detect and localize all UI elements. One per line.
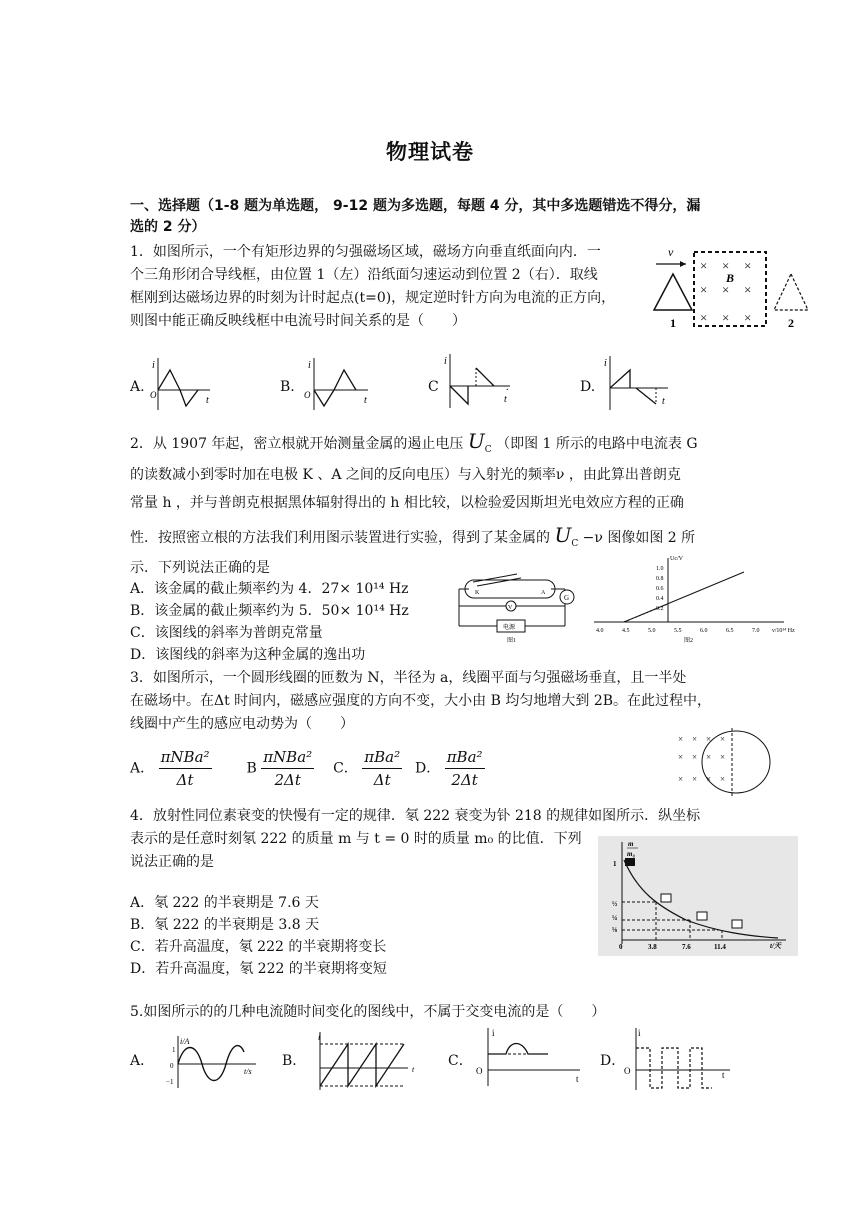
svg-text:0: 0 (619, 943, 623, 951)
pulse-curve (488, 1044, 548, 1055)
svg-text:4.0: 4.0 (596, 628, 604, 634)
q2-uc-frequency-chart (588, 552, 810, 644)
q1-option-d-label: D. (580, 379, 596, 395)
q5-option-d-graph (622, 1026, 738, 1092)
svg-text:6.0: 6.0 (700, 628, 708, 634)
svg-text:t/s: t/s (244, 1067, 252, 1076)
svg-text:t/天: t/天 (770, 942, 781, 950)
svg-text:×: × (722, 282, 730, 297)
svg-text:.: . (506, 382, 509, 393)
svg-text:A: A (541, 590, 546, 596)
q1-option-b-graph (302, 356, 374, 412)
question-1-stem (130, 241, 650, 333)
square-wave-curve (636, 1048, 712, 1088)
svg-text:×: × (678, 774, 684, 784)
section-heading (130, 196, 700, 238)
q3-option-c-fraction: $\frac{\text{πBa²}}{\Delta t}$ (364, 748, 401, 789)
svg-text:⅛: ⅛ (612, 926, 618, 934)
question-2-line-2: 的读数减小到零时加在电极 K 、A 之间的反向电压）与入射光的频率ν ，由此算出普朗克 (130, 467, 681, 483)
svg-text:图1: 图1 (507, 638, 517, 644)
question-line: 说法正确的是 (130, 854, 214, 870)
svg-text:5.0: 5.0 (648, 628, 656, 634)
svg-text:×: × (692, 734, 698, 744)
q2-options (130, 578, 430, 666)
q2-option-a: A．该金属的截止频率约为 4．27× 10¹⁴ Hz (130, 581, 409, 597)
q3-option-c-label: C． (333, 760, 358, 777)
sine-curve (178, 1046, 244, 1081)
q2-option-c: C．该图线的斜率为普朗克常量 (130, 625, 323, 641)
q5-option-d-label: D． (600, 1053, 626, 1069)
svg-text:i: i (492, 1028, 495, 1038)
position-2-label: 2 (788, 316, 794, 330)
uc-symbol: U (467, 429, 485, 453)
q3-option-d-fraction: $\frac{\text{πBa²}}{2\Delta t}$ (446, 748, 483, 789)
svg-text:i: i (152, 360, 155, 371)
svg-text:i: i (604, 358, 607, 369)
q3-option-d-label: D． (415, 760, 441, 777)
svg-text:0.8: 0.8 (656, 576, 664, 582)
svg-text:6.5: 6.5 (726, 628, 734, 634)
q5-option-a-label: A． (130, 1053, 155, 1069)
field-label: B (726, 271, 735, 285)
svg-text:i: i (308, 360, 311, 371)
svg-text:−1: −1 (166, 1078, 174, 1086)
svg-text:O: O (624, 1066, 631, 1076)
svg-text:电源: 电源 (503, 625, 516, 631)
svg-text:×: × (720, 774, 726, 784)
q5-option-b-graph (304, 1030, 428, 1092)
position-1-label: 1 (670, 316, 676, 330)
svg-text:O: O (150, 390, 157, 400)
svg-text:3.8: 3.8 (648, 943, 657, 951)
svg-text:×: × (706, 734, 712, 744)
svg-text:5.5: 5.5 (674, 628, 682, 634)
q1-option-b-label: B. (280, 379, 295, 395)
svg-text:m₀: m₀ (627, 850, 635, 858)
svg-text:t: t (662, 396, 665, 407)
svg-text:图2: 图2 (684, 638, 694, 644)
svg-text:½: ½ (612, 900, 618, 908)
svg-text:ν/10¹⁴ Hz: ν/10¹⁴ Hz (772, 628, 795, 634)
svg-text:×: × (744, 282, 752, 297)
q4-option-c: C．若升高温度，氡 222 的半衰期将变长 (130, 939, 387, 955)
q4-option-d: D．若升高温度，氡 222 的半衰期将变短 (130, 961, 387, 977)
svg-text:×: × (706, 774, 712, 784)
question-2-line-5: 示．下列说法正确的是 (130, 560, 270, 576)
svg-text:t: t (722, 1070, 725, 1080)
q1-option-d-graph (600, 354, 672, 412)
svg-text:0.4: 0.4 (656, 596, 664, 602)
svg-text:t: t (364, 395, 367, 406)
svg-text:×: × (700, 310, 708, 325)
svg-text:0.6: 0.6 (656, 586, 664, 592)
q3-option-b-label: B (246, 760, 257, 777)
question-line: 表示的是任意时刻氡 222 的质量 m 与 t = 0 时的质量 m₀ 的比值．下列 (130, 831, 582, 847)
x-ticks (596, 628, 760, 634)
question-2-line-4: 性．按照密立根的方法我们利用图示装置进行实验，得到了某金属的 $U_C -\nu$ 图像如图 2 所 (130, 523, 696, 549)
svg-text:×: × (678, 734, 684, 744)
svg-text:0.2: 0.2 (656, 606, 664, 612)
q4-options (130, 892, 387, 980)
svg-text:7.6: 7.6 (682, 943, 691, 951)
svg-text:×: × (700, 282, 708, 297)
q3-option-a-fraction: $\frac{\text{πNBa²}}{\Delta t}$ (160, 748, 210, 789)
svg-text:×: × (700, 258, 708, 273)
svg-text:O: O (304, 390, 311, 400)
q3-option-a-label: A． (130, 760, 155, 777)
question-line: 在磁场中。在Δt 时间内，磁感应强度的方向不变，大小由 B 均匀地增大到 2B。在此过程中， (130, 693, 712, 709)
svg-text:i: i (638, 1028, 641, 1038)
q5-option-c-label: C． (448, 1053, 473, 1069)
svg-text:Uc/V: Uc/V (670, 556, 683, 562)
svg-text:11.4: 11.4 (714, 943, 726, 951)
svg-text:t: t (412, 1065, 415, 1074)
svg-text:7.0: 7.0 (752, 628, 760, 634)
svg-text:1.0: 1.0 (656, 566, 664, 572)
triangle-position-1 (654, 274, 692, 310)
svg-text:×: × (744, 310, 752, 325)
sawtooth-curve (320, 1044, 404, 1086)
svg-text:i/A: i/A (180, 1037, 190, 1046)
svg-text:t: t (504, 394, 507, 405)
q3-option-b-fraction: $\frac{\text{πNBa²}}{2\Delta t}$ (263, 748, 313, 789)
q4-decay-chart (598, 836, 798, 956)
q2-option-b: B．该金属的截止频率约为 5．50× 10¹⁴ Hz (130, 603, 409, 619)
svg-text:m: m (628, 840, 634, 848)
svg-text:×: × (706, 752, 712, 762)
section-heading-line: 选的 2 分） (130, 219, 206, 235)
velocity-label: v (668, 245, 674, 259)
svg-text:×: × (678, 752, 684, 762)
uc-line (624, 572, 744, 622)
velocity-arrow-head (680, 261, 686, 267)
sample-box-1 (625, 858, 635, 866)
svg-text:t: t (576, 1074, 579, 1084)
q2-option-d: D．该图线的斜率为这种金属的逸出功 (130, 647, 366, 663)
svg-text:×: × (692, 774, 698, 784)
svg-text:×: × (720, 752, 726, 762)
sample-box-3 (697, 912, 707, 920)
question-line: 线圈中产生的感应电动势为（ ） (130, 716, 354, 732)
q5-option-a-graph (158, 1034, 266, 1090)
question-line: 1．如图所示，一个有矩形边界的匀强磁场区域，磁场方向垂直纸面向内．一 (130, 244, 601, 260)
svg-text:×: × (722, 258, 730, 273)
svg-text:G: G (564, 594, 570, 602)
q1-option-a-label: A. (130, 379, 145, 395)
question-2-line-1: 2．从 1907 年起，密立根就开始测量金属的遏止电压 $U_C$ （即图 1 所示的电路中电流表 G (130, 429, 698, 455)
q1-option-c-graph (438, 352, 514, 410)
y-ticks (656, 566, 664, 612)
q5-option-b-label: B． (282, 1053, 307, 1069)
svg-text:1: 1 (172, 1046, 176, 1054)
question-3-stem (130, 667, 740, 736)
q1-option-c-label: C (428, 379, 439, 395)
question-line: 个三角形闭合导线框，由位置 1（左）沿纸面匀速运动到位置 2（右）．取线 (130, 267, 598, 283)
sample-box-4 (732, 920, 742, 928)
svg-text:V: V (508, 605, 513, 611)
svg-text:t: t (206, 395, 209, 406)
sample-box-2 (661, 894, 671, 902)
field-crosses (700, 258, 751, 325)
svg-text:K: K (475, 590, 480, 596)
triangle-position-2 (774, 274, 808, 310)
field-crosses (678, 734, 725, 784)
svg-text:1: 1 (613, 860, 617, 868)
q3-options (130, 746, 485, 791)
q3-coil-figure (674, 728, 774, 796)
page-title: 物理试卷 (386, 140, 474, 164)
section-heading-line: 一、选择题（1-8 题为单选题， 9-12 题为多选题，每题 4 分，其中多选题错选不得分，漏 (130, 198, 701, 214)
question-line: 框刚到达磁场边界的时刻为计时起点(t=0)，规定逆时针方向为电流的正方向， (130, 290, 616, 306)
question-5-stem: 5.如图所示的的几种电流随时间变化的图线中，不属于交变电流的是（ ） (130, 1004, 606, 1020)
q1-option-a-graph (150, 356, 220, 412)
svg-text:×: × (744, 258, 752, 273)
svg-text:i: i (318, 1033, 321, 1042)
question-line: 4．放射性同位素衰变的快慢有一定的规律．氡 222 衰变为钋 218 的规律如图所示．纵坐标 (130, 808, 701, 824)
svg-text:i: i (444, 356, 447, 367)
svg-text:0: 0 (170, 1062, 174, 1070)
question-line: 则图中能正确反映线框中电流号时间关系的是（ ） (130, 313, 466, 329)
svg-text:O: O (476, 1066, 483, 1076)
q4-option-b: B．氡 222 的半衰期是 3.8 天 (130, 917, 320, 933)
question-2-line-3: 常量 h ，并与普朗克根据黑体辐射得出的 h 相比较，以检验爱因斯坦光电效应方程的正确 (130, 495, 684, 511)
q5-option-c-graph (472, 1026, 588, 1088)
svg-text:×: × (720, 734, 726, 744)
svg-text:4.5: 4.5 (622, 628, 630, 634)
question-line: 3．如图所示，一个圆形线圈的匝数为 N，半径为 a，线圈平面与匀强磁场垂直，且一半处 (130, 670, 687, 686)
svg-text:¼: ¼ (612, 914, 618, 922)
svg-text:×: × (692, 752, 698, 762)
svg-text:×: × (722, 310, 730, 325)
q2-circuit-figure (455, 572, 585, 644)
q4-option-a: A．氡 222 的半衰期是 7.6 天 (130, 895, 319, 911)
q1-magnetic-field-figure (648, 244, 808, 334)
